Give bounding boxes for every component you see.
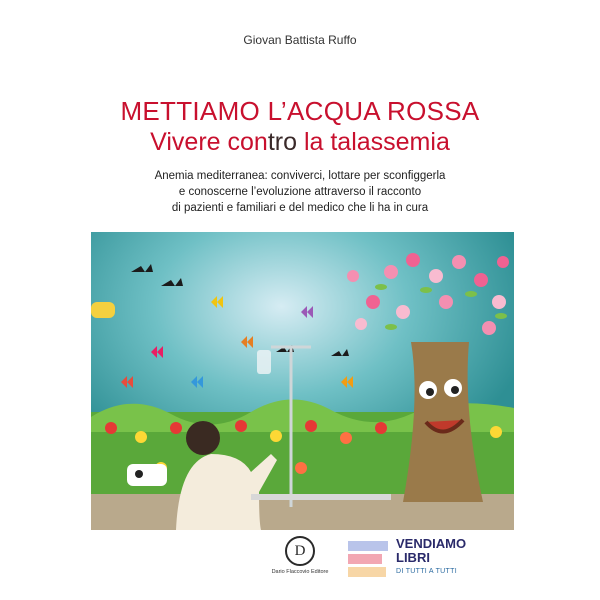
author-name: Giovan Battista Ruffo — [243, 33, 357, 47]
book-title: METTIAMO L’ACQUA ROSSA — [120, 96, 480, 126]
publisher — [262, 536, 338, 575]
pupil-left — [426, 388, 434, 396]
title-part-1: Vivere con — [150, 128, 268, 156]
badge-stripes — [348, 537, 388, 585]
subtitle-line-2: e conoscerne l’evoluzione attraverso il racconto — [178, 186, 422, 198]
book-title-line-2 — [0, 128, 600, 157]
stripe-orange — [348, 567, 386, 577]
bed-rail — [251, 494, 391, 500]
title-part-2: tro — [267, 128, 297, 156]
cover-photo — [91, 232, 514, 530]
badge-tagline: DI TUTTI A TUTTI — [396, 568, 457, 575]
stripe-blue — [348, 541, 388, 551]
title-part-3: la talassemia — [297, 128, 450, 156]
publisher-name: Dario Flaccovio Editore — [271, 569, 329, 575]
helicopter — [91, 302, 115, 318]
subtitle-line-3: di pazienti e familiari e del medico che li ha in cura — [171, 202, 429, 214]
book-subtitle — [0, 168, 600, 216]
pupil-right — [451, 386, 459, 394]
badge-line-1: VENDIAMO — [396, 536, 467, 551]
iv-bag — [257, 350, 271, 374]
publisher-logo: D — [285, 536, 315, 566]
cow-spot — [135, 470, 143, 478]
child-head — [186, 421, 220, 455]
vendiamo-libri-badge — [348, 537, 468, 585]
mural-illustration — [91, 232, 514, 530]
badge-line-2: LIBRI — [396, 550, 430, 565]
cow — [127, 464, 167, 486]
stripe-pink — [348, 554, 382, 564]
subtitle-line-1: Anemia mediterranea: conviverci, lottare per sconfiggerla — [154, 170, 446, 182]
badge-title — [396, 537, 466, 565]
